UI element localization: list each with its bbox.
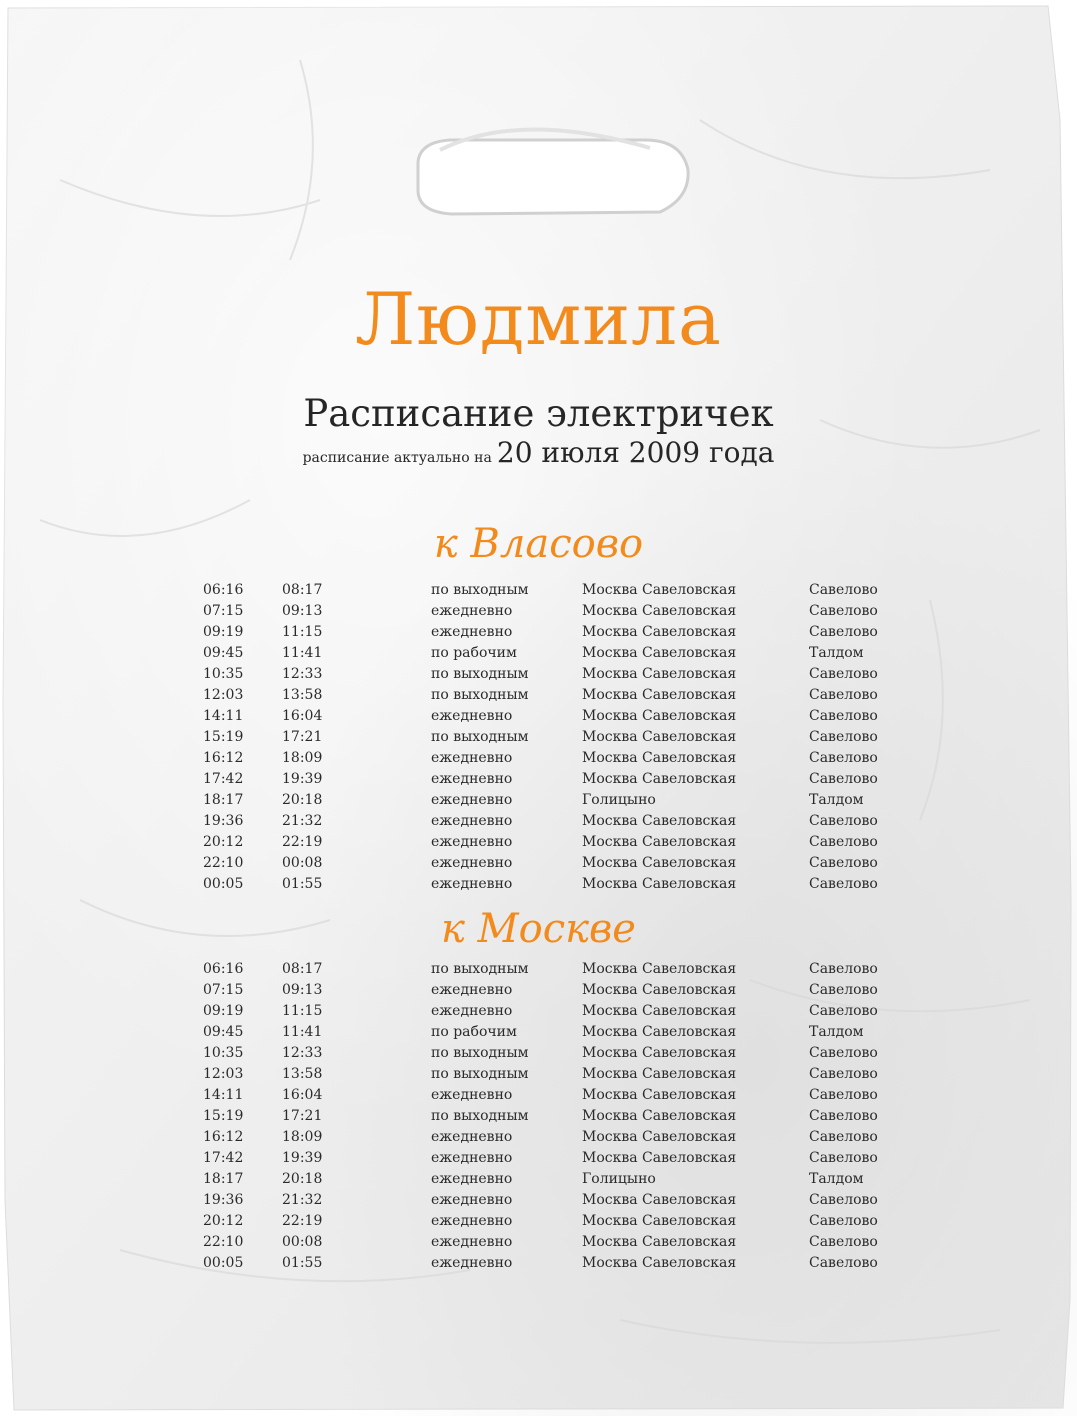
run-days: по выходным — [431, 687, 529, 703]
destination-station: Савелово — [809, 624, 878, 640]
run-days: ежедневно — [431, 876, 513, 892]
destination-station: Талдом — [809, 1024, 864, 1040]
destination-station: Савелово — [809, 1129, 878, 1145]
arrival-time: 21:32 — [282, 1192, 323, 1208]
arrival-time: 13:58 — [282, 1066, 323, 1082]
run-days: ежедневно — [431, 624, 513, 640]
departure-time: 15:19 — [203, 729, 244, 745]
run-days: ежедневно — [431, 603, 513, 619]
run-days: по выходным — [431, 961, 529, 977]
arrival-time: 21:32 — [282, 813, 323, 829]
origin-station: Москва Савеловская — [582, 1192, 737, 1208]
arrival-time: 09:13 — [282, 603, 323, 619]
table-row — [0, 790, 1077, 811]
arrival-time: 19:39 — [282, 771, 323, 787]
departure-time: 10:35 — [203, 1045, 244, 1061]
table-row — [0, 748, 1077, 769]
arrival-time: 00:08 — [282, 1234, 323, 1250]
table-row — [0, 1190, 1077, 1211]
arrival-time: 08:17 — [282, 582, 323, 598]
arrival-time: 11:41 — [282, 645, 323, 661]
table-row — [0, 601, 1077, 622]
arrival-time: 20:18 — [282, 1171, 323, 1187]
table-row — [0, 1148, 1077, 1169]
table-row — [0, 1022, 1077, 1043]
table-row — [0, 811, 1077, 832]
arrival-time: 12:33 — [282, 666, 323, 682]
destination-station: Талдом — [809, 1171, 864, 1187]
actual-date-line — [0, 436, 1077, 469]
run-days: ежедневно — [431, 1003, 513, 1019]
destination-station: Савелово — [809, 961, 878, 977]
destination-station: Савелово — [809, 750, 878, 766]
handle-cutout — [418, 129, 688, 214]
run-days: ежедневно — [431, 1150, 513, 1166]
origin-station: Москва Савеловская — [582, 750, 737, 766]
schedule-table-moscow — [0, 959, 1077, 1274]
run-days: ежедневно — [431, 834, 513, 850]
origin-station: Москва Савеловская — [582, 1003, 737, 1019]
departure-time: 17:42 — [203, 1150, 244, 1166]
run-days: по выходным — [431, 729, 529, 745]
arrival-time: 19:39 — [282, 1150, 323, 1166]
run-days: по выходным — [431, 1066, 529, 1082]
departure-time: 16:12 — [203, 1129, 244, 1145]
destination-station: Савелово — [809, 876, 878, 892]
section-title-moscow: к Москве — [441, 906, 636, 952]
arrival-time: 11:41 — [282, 1024, 323, 1040]
origin-station: Москва Савеловская — [582, 1045, 737, 1061]
destination-station: Савелово — [809, 582, 878, 598]
arrival-time: 11:15 — [282, 1003, 323, 1019]
arrival-time: 16:04 — [282, 1087, 323, 1103]
destination-station: Савелово — [809, 1255, 878, 1271]
departure-time: 12:03 — [203, 687, 244, 703]
departure-time: 16:12 — [203, 750, 244, 766]
origin-station: Москва Савеловская — [582, 687, 737, 703]
run-days: по выходным — [431, 1045, 529, 1061]
table-row — [0, 1253, 1077, 1274]
table-row — [0, 769, 1077, 790]
table-row — [0, 580, 1077, 601]
departure-time: 19:36 — [203, 813, 244, 829]
destination-station: Савелово — [809, 1108, 878, 1124]
arrival-time: 18:09 — [282, 750, 323, 766]
table-row — [0, 874, 1077, 895]
run-days: по выходным — [431, 582, 529, 598]
run-days: ежедневно — [431, 1192, 513, 1208]
origin-station: Москва Савеловская — [582, 582, 737, 598]
table-row — [0, 980, 1077, 1001]
origin-station: Москва Савеловская — [582, 1108, 737, 1124]
departure-time: 09:19 — [203, 624, 244, 640]
origin-station: Москва Савеловская — [582, 1150, 737, 1166]
arrival-time: 16:04 — [282, 708, 323, 724]
destination-station: Савелово — [809, 855, 878, 871]
schedule-table-vlasovo — [0, 580, 1077, 895]
run-days: ежедневно — [431, 1255, 513, 1271]
departure-time: 09:45 — [203, 1024, 244, 1040]
run-days: ежедневно — [431, 1171, 513, 1187]
departure-time: 18:17 — [203, 1171, 244, 1187]
origin-station: Москва Савеловская — [582, 1087, 737, 1103]
destination-station: Савелово — [809, 1003, 878, 1019]
run-days: по рабочим — [431, 1024, 517, 1040]
destination-station: Савелово — [809, 1213, 878, 1229]
arrival-time: 13:58 — [282, 687, 323, 703]
run-days: по выходным — [431, 666, 529, 682]
destination-station: Савелово — [809, 1150, 878, 1166]
departure-time: 19:36 — [203, 1192, 244, 1208]
actual-date: 20 июля 2009 года — [496, 436, 775, 469]
origin-station: Москва Савеловская — [582, 982, 737, 998]
departure-time: 09:19 — [203, 1003, 244, 1019]
origin-station: Москва Савеловская — [582, 603, 737, 619]
arrival-time: 09:13 — [282, 982, 323, 998]
origin-station: Москва Савеловская — [582, 729, 737, 745]
departure-time: 22:10 — [203, 1234, 244, 1250]
destination-station: Савелово — [809, 1045, 878, 1061]
origin-station: Москва Савеловская — [582, 666, 737, 682]
run-days: ежедневно — [431, 1234, 513, 1250]
destination-station: Савелово — [809, 729, 878, 745]
run-days: ежедневно — [431, 1213, 513, 1229]
destination-station: Савелово — [809, 1234, 878, 1250]
destination-station: Савелово — [809, 708, 878, 724]
arrival-time: 00:08 — [282, 855, 323, 871]
table-row — [0, 727, 1077, 748]
table-row — [0, 1043, 1077, 1064]
arrival-time: 18:09 — [282, 1129, 323, 1145]
run-days: ежедневно — [431, 982, 513, 998]
origin-station: Москва Савеловская — [582, 961, 737, 977]
origin-station: Москва Савеловская — [582, 813, 737, 829]
run-days: по выходным — [431, 1108, 529, 1124]
run-days: ежедневно — [431, 708, 513, 724]
origin-station: Москва Савеловская — [582, 771, 737, 787]
departure-time: 12:03 — [203, 1066, 244, 1082]
table-row — [0, 643, 1077, 664]
table-row — [0, 1211, 1077, 1232]
arrival-time: 22:19 — [282, 834, 323, 850]
run-days: ежедневно — [431, 1087, 513, 1103]
departure-time: 07:15 — [203, 982, 244, 998]
table-row — [0, 1064, 1077, 1085]
destination-station: Савелово — [809, 982, 878, 998]
arrival-time: 20:18 — [282, 792, 323, 808]
departure-time: 06:16 — [203, 961, 244, 977]
run-days: ежедневно — [431, 771, 513, 787]
table-row — [0, 1232, 1077, 1253]
destination-station: Талдом — [809, 645, 864, 661]
table-row — [0, 1169, 1077, 1190]
arrival-time: 01:55 — [282, 876, 323, 892]
departure-time: 00:05 — [203, 876, 244, 892]
origin-station: Москва Савеловская — [582, 1213, 737, 1229]
departure-time: 14:11 — [203, 708, 244, 724]
arrival-time: 17:21 — [282, 1108, 323, 1124]
table-row — [0, 853, 1077, 874]
origin-station: Москва Савеловская — [582, 645, 737, 661]
departure-time: 14:11 — [203, 1087, 244, 1103]
table-row — [0, 1085, 1077, 1106]
brand-title: Людмила — [355, 277, 722, 361]
origin-station: Москва Савеловская — [582, 1234, 737, 1250]
departure-time: 20:12 — [203, 1213, 244, 1229]
section-title-vlasovo: к Власово — [433, 521, 644, 567]
run-days: ежедневно — [431, 855, 513, 871]
run-days: по рабочим — [431, 645, 517, 661]
table-row — [0, 1127, 1077, 1148]
table-row — [0, 664, 1077, 685]
destination-station: Савелово — [809, 687, 878, 703]
arrival-time: 11:15 — [282, 624, 323, 640]
destination-station: Савелово — [809, 813, 878, 829]
departure-time: 18:17 — [203, 792, 244, 808]
table-row — [0, 622, 1077, 643]
departure-time: 06:16 — [203, 582, 244, 598]
origin-station: Москва Савеловская — [582, 876, 737, 892]
origin-station: Москва Савеловская — [582, 1066, 737, 1082]
origin-station: Москва Савеловская — [582, 624, 737, 640]
arrival-time: 12:33 — [282, 1045, 323, 1061]
origin-station: Голицыно — [582, 792, 656, 808]
destination-station: Савелово — [809, 834, 878, 850]
origin-station: Москва Савеловская — [582, 1255, 737, 1271]
origin-station: Москва Савеловская — [582, 1129, 737, 1145]
destination-station: Савелово — [809, 603, 878, 619]
destination-station: Савелово — [809, 771, 878, 787]
arrival-time: 22:19 — [282, 1213, 323, 1229]
departure-time: 09:45 — [203, 645, 244, 661]
run-days: ежедневно — [431, 1129, 513, 1145]
destination-station: Савелово — [809, 1087, 878, 1103]
departure-time: 22:10 — [203, 855, 244, 871]
departure-time: 17:42 — [203, 771, 244, 787]
table-row — [0, 706, 1077, 727]
destination-station: Савелово — [809, 1192, 878, 1208]
arrival-time: 08:17 — [282, 961, 323, 977]
origin-station: Москва Савеловская — [582, 708, 737, 724]
actual-prefix: расписание актуально на — [302, 450, 492, 466]
run-days: ежедневно — [431, 750, 513, 766]
departure-time: 20:12 — [203, 834, 244, 850]
arrival-time: 17:21 — [282, 729, 323, 745]
destination-station: Савелово — [809, 1066, 878, 1082]
origin-station: Москва Савеловская — [582, 855, 737, 871]
arrival-time: 01:55 — [282, 1255, 323, 1271]
table-row — [0, 1106, 1077, 1127]
destination-station: Савелово — [809, 666, 878, 682]
origin-station: Москва Савеловская — [582, 834, 737, 850]
destination-station: Талдом — [809, 792, 864, 808]
table-row — [0, 832, 1077, 853]
departure-time: 10:35 — [203, 666, 244, 682]
table-row — [0, 959, 1077, 980]
departure-time: 00:05 — [203, 1255, 244, 1271]
origin-station: Москва Савеловская — [582, 1024, 737, 1040]
run-days: ежедневно — [431, 813, 513, 829]
departure-time: 15:19 — [203, 1108, 244, 1124]
table-row — [0, 685, 1077, 706]
departure-time: 07:15 — [203, 603, 244, 619]
run-days: ежедневно — [431, 792, 513, 808]
table-row — [0, 1001, 1077, 1022]
page-title: Расписание электричек — [303, 392, 774, 435]
origin-station: Голицыно — [582, 1171, 656, 1187]
